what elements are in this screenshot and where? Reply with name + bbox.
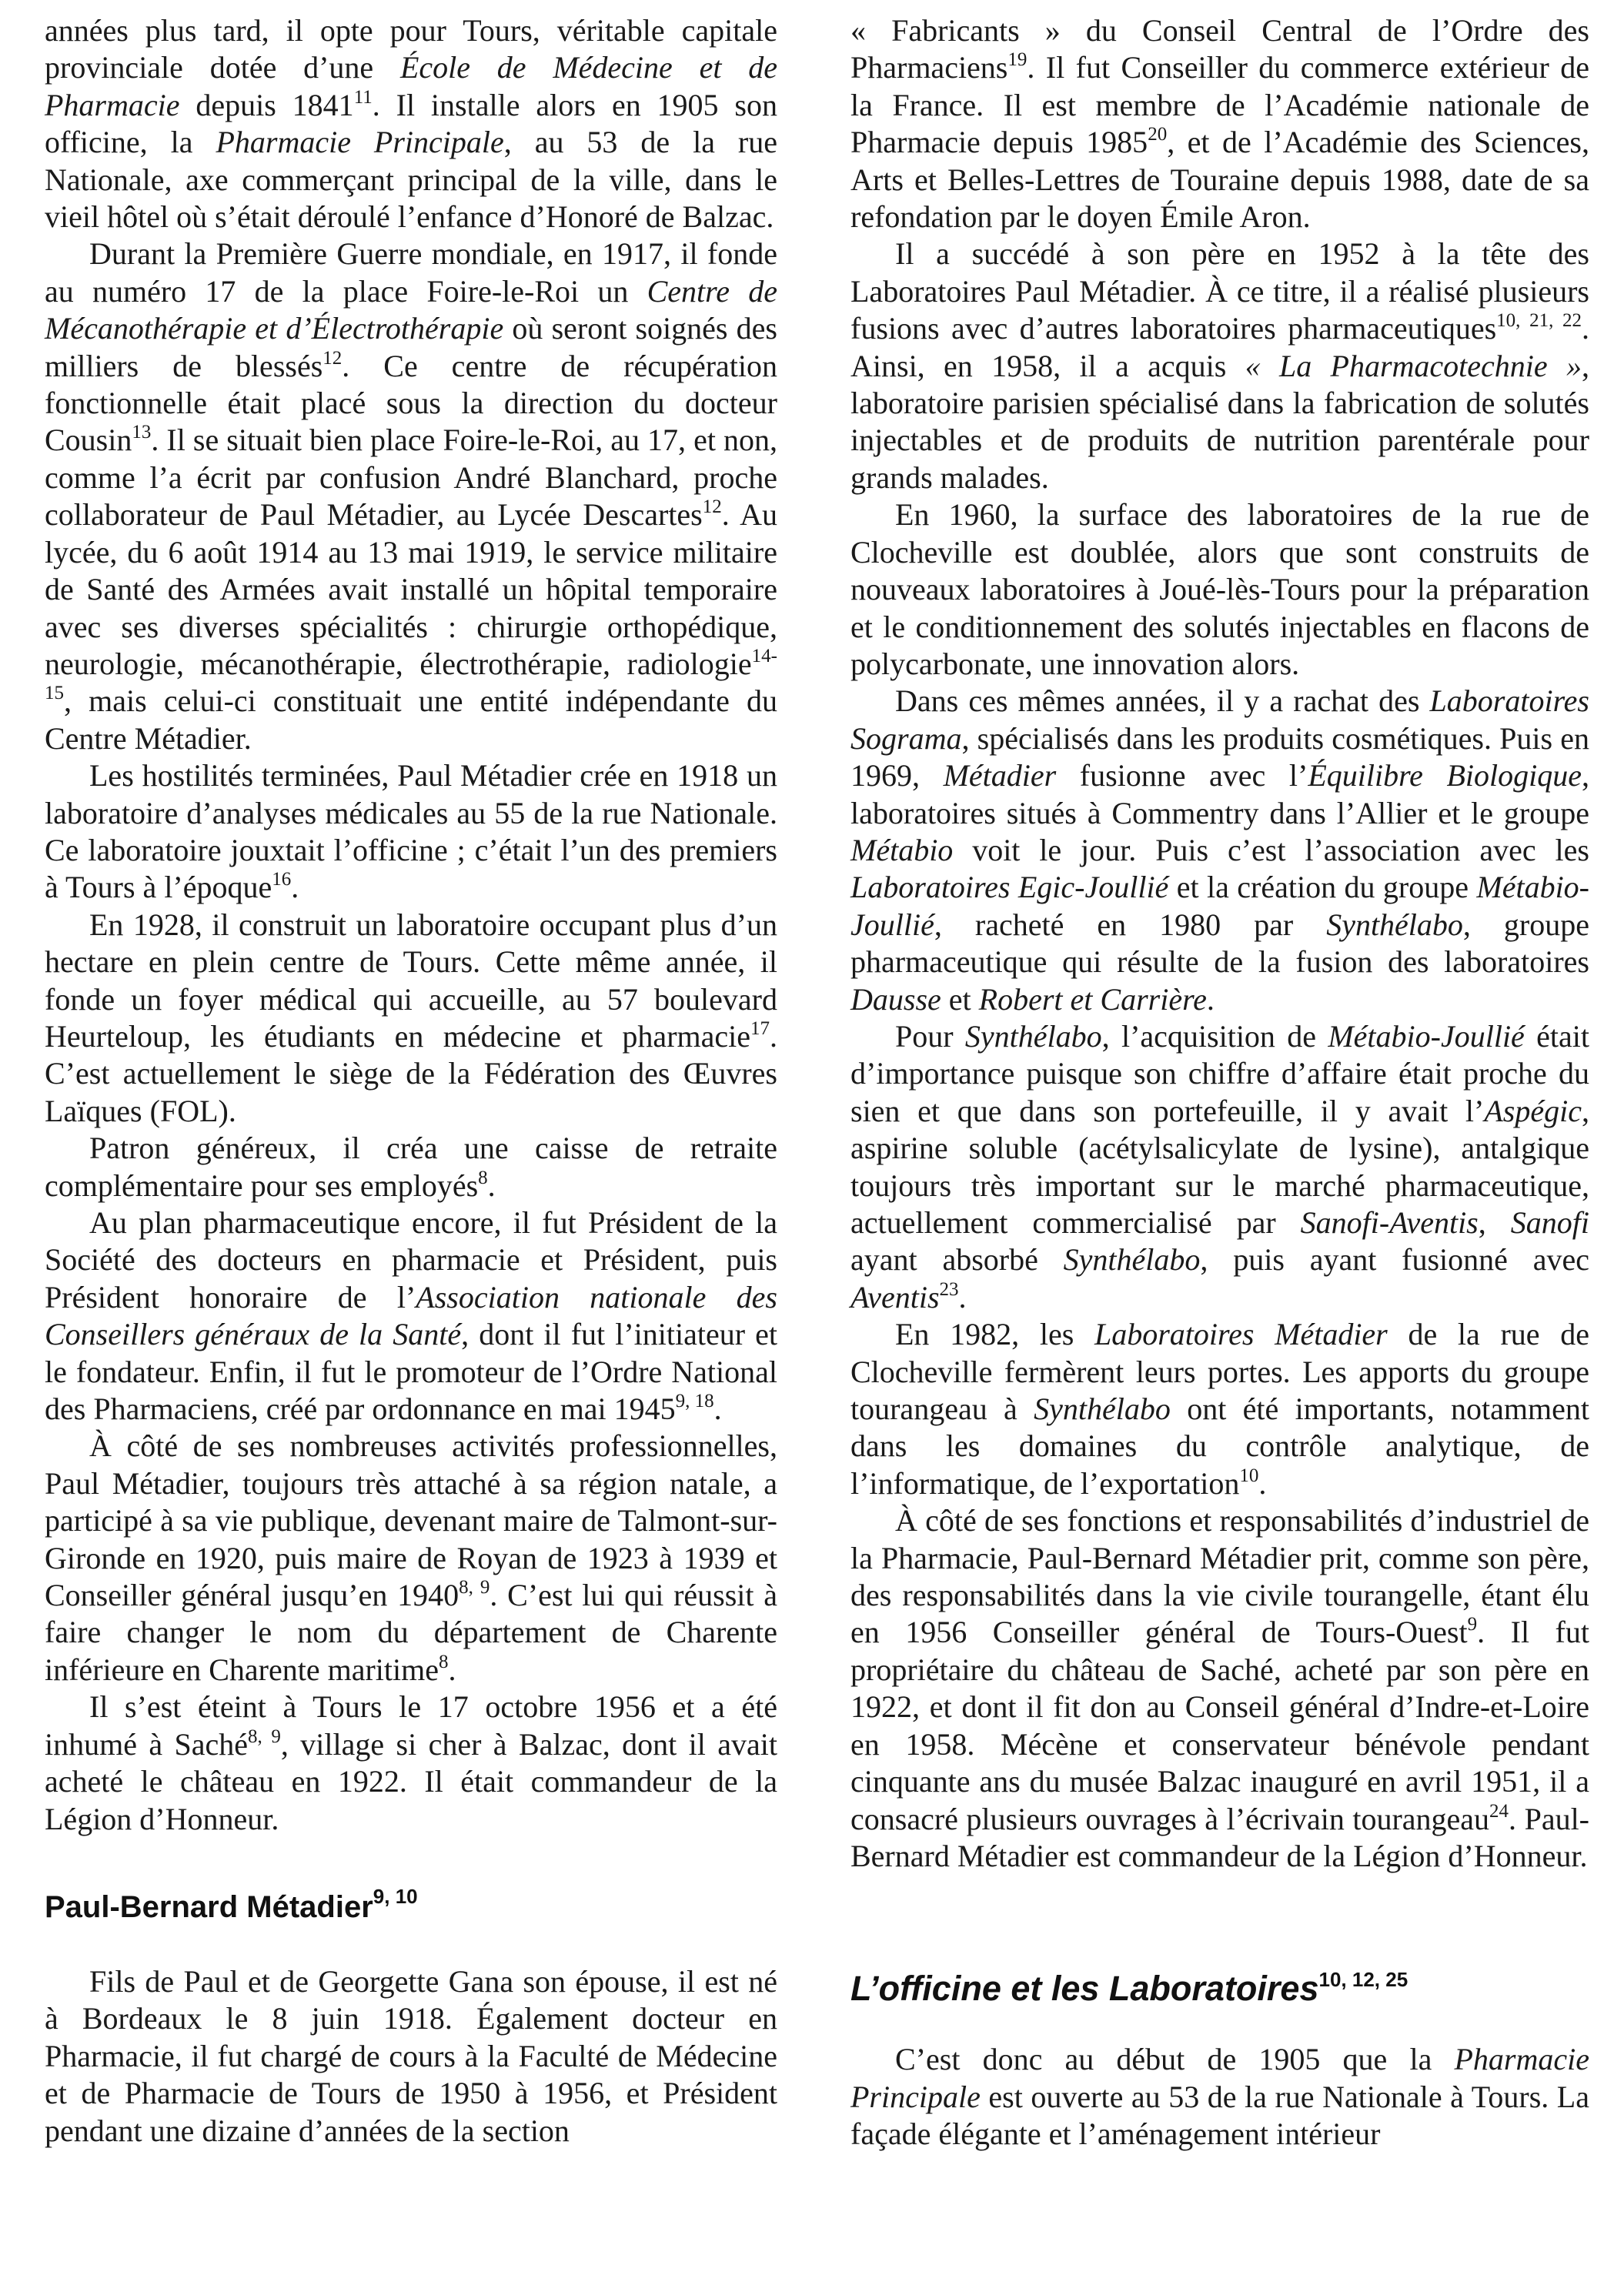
text-run: Synthélabo: [1326, 907, 1463, 942]
footnote-ref: 24: [1489, 1800, 1509, 1822]
footnote-ref: 11: [353, 86, 373, 108]
text-run: . Il installe alors en 1905 son officine, la: [45, 87, 777, 160]
text-run: Aventis: [850, 1279, 940, 1315]
text-run: Synthélabo: [1034, 1391, 1171, 1427]
text-run: , spécialisés dans les produits cosmétiques. Puis en 1969,: [850, 720, 1589, 793]
text-run: années plus tard, il opte pour Tours, véritable capitale provinciale dotée d’une: [45, 13, 777, 85]
text-run: . Il fut propriétaire du château de Saché, acheté par son père en 1922, et dont il fit don au Conseil général d’Indre-et-Loire en 1958. Mécène et conservateur bénévole pendant cinquante ans du musée Balzac inauguré en avril 1951, il a consacré plusieurs ouvrages à l’écrivain tourangeau: [850, 1615, 1589, 1836]
text-run: . C’est actuellement le siège de la Fédération des Œuvres Laïques (FOL).: [45, 1018, 777, 1128]
right-paragraphs-after: [850, 2041, 1589, 2153]
left-paragraphs-after: [45, 1963, 777, 2150]
paragraph-l1: [45, 12, 777, 236]
text-run: À côté de ses nombreuses activités professionnelles, Paul Métadier, toujours très attaché à sa région natale, a participé à sa vie publique, devenant maire de Talmont-sur-Gironde en 1920, puis maire de Royan de 1923 à 1939 et Conseiller général jusqu’en 1940: [45, 1428, 777, 1613]
footnote-ref: 8, 9: [459, 1577, 490, 1599]
text-run: Métabio: [850, 832, 954, 867]
text-run: Les hostilités terminées, Paul Métadier crée en 1918 un laboratoire d’analyses médicales au 55 de la rue Nationale. Ce laboratoire jouxtait l’officine ; c’était l’un des premiers à Tours à l’époque: [45, 758, 777, 905]
text-run: , au 53 de la rue Nationale, axe commerçant principal de la ville, dans le vieil hôtel où s’était déroulé l’enfance d’Honoré de Balzac.: [45, 125, 777, 235]
footnote-ref: 9, 18: [675, 1391, 714, 1412]
text-run: , et de l’Académie des Sciences, Arts et Belles-Lettres de Touraine depuis 1988, date de sa refondation par le doyen Émile Aron.: [850, 125, 1589, 235]
text-run: Dausse: [850, 981, 941, 1017]
text-run: . Paul-Bernard Métadier est commandeur de la Légion d’Honneur.: [850, 1801, 1590, 1873]
text-run: Sanofi: [1510, 1205, 1589, 1240]
footnote-ref: 8: [478, 1167, 488, 1188]
text-run: .: [291, 870, 299, 905]
text-run: .: [448, 1652, 456, 1687]
paragraph-l9: [45, 1963, 777, 2150]
footnote-ref: 10, 21, 22: [1496, 310, 1582, 332]
left-paragraphs: [45, 12, 777, 1838]
text-run: . Ce centre de récupération fonctionnelle était placé sous la direction du docteur Cousin: [45, 348, 777, 458]
text-run: , village si cher à Balzac, dont il avait acheté le château en 1922. Il était commandeur de la Légion d’Honneur.: [45, 1726, 777, 1836]
text-run: Métabio-Joullié: [850, 870, 1589, 942]
paragraph-l3: [45, 757, 777, 907]
text-run: Laboratoires Egic-Joullié: [850, 870, 1169, 905]
text-run: , laboratoires situés à Commentry dans l’Allier et le groupe: [850, 758, 1590, 830]
paragraph-r4: [850, 683, 1589, 1018]
footnote-ref: 17: [750, 1017, 770, 1039]
paragraph-l7: [45, 1428, 777, 1689]
paragraph-r7: [850, 1502, 1589, 1875]
section-heading-paul-bernard: Paul-Bernard Métadier$^{9, 10}$: [45, 1884, 418, 1924]
text-run: Synthélabo: [964, 1018, 1102, 1054]
footnote-ref: 13: [132, 422, 152, 443]
text-run: Centre de Mécanothérapie et d’Électrothérapie: [45, 273, 778, 346]
text-run: Durant la Première Guerre mondiale, en 1917, il fonde au numéro 17 de la place Foire-le-Roi un: [45, 236, 777, 309]
text-run: Métabio-Joullié: [1328, 1018, 1525, 1054]
text-run: Aspégic: [1484, 1093, 1582, 1128]
footnote-ref: 14-15: [45, 645, 777, 704]
text-run: était d’importance puisque son chiffre d’affaire était proche du sien et que dans son portefeuille, il y avait l’: [850, 1018, 1589, 1128]
paragraph-r1: [850, 12, 1589, 236]
text-run: .: [713, 1391, 722, 1427]
text-run: est ouverte au 53 de la rue Nationale à Tours. La façade élégante et l’aménagement intérieur: [850, 2079, 1589, 2152]
text-run: En 1928, il construit un laboratoire occupant plus d’un hectare en plein centre de Tours. Cette même année, il fonde un foyer médical qui accueille, au 57 boulevard Heurteloup, les étudiants en médecine et pharmacie: [45, 907, 777, 1054]
text-run: Dans ces mêmes années, il y a rachat des: [895, 683, 1430, 719]
text-run: , mais celui-ci constituait une entité indépendante du Centre Métadier.: [45, 683, 777, 756]
paragraph-r8: [850, 2041, 1589, 2153]
text-run: Robert et Carrière: [978, 981, 1207, 1017]
footnote-ref: 10: [1239, 1465, 1259, 1486]
paragraph-l6: [45, 1204, 777, 1428]
text-run: ont été importants, notamment dans les domaines du contrôle analytique, de l’informatique, de l’exportation: [850, 1391, 1589, 1501]
text-run: En 1960, la surface des laboratoires de la rue de Clocheville est doublée, alors que sont construits de nouveaux laboratoires à Joué-lès-Tours pour la préparation et le conditionnement des solutés injectables en flacons de polycarbonate, une innovation alors.: [850, 497, 1589, 681]
text-run: . Il fut Conseiller du commerce extérieur de la France. Il est membre de l’Académie nationale de Pharmacie depuis 1985: [850, 50, 1589, 160]
footnote-ref: 8: [438, 1651, 449, 1672]
right-column: [850, 12, 1589, 2153]
text-run: .: [958, 1279, 967, 1315]
text-run: de la rue de Clocheville fermèrent leurs portes. Les apports du groupe tourangeau à: [850, 1317, 1590, 1427]
text-run: Synthélabo: [1063, 1242, 1201, 1278]
text-run: depuis 1841: [179, 87, 354, 122]
text-run: Pour: [895, 1018, 965, 1054]
section-heading-officine: L’officine et les Laboratoires$^{10, 12, 25}$: [850, 1968, 1408, 2009]
text-run: École de Médecine et de Pharmacie: [45, 50, 777, 122]
text-run: où seront soignés des milliers de blessés: [45, 311, 777, 383]
text-run: Fils de Paul et de Georgette Gana son épouse, il est né à Bordeaux le 8 juin 1918. Également docteur en Pharmacie, il fut chargé de cours à la Faculté de Médecine et de Pharmacie de Tours de 1950 à 1956, et Président pendant une dizaine d’années de la section: [45, 1963, 777, 2148]
text-run: « La Pharmacotechnie »: [1245, 348, 1582, 383]
text-run: C’est donc au début de 1905 que la: [895, 2042, 1455, 2077]
footnote-ref: 20: [1148, 124, 1168, 145]
text-run: Il s’est éteint à Tours le 17 octobre 1956 et a été inhumé à Saché: [45, 1689, 777, 1762]
text-run: et la création du groupe: [1168, 870, 1477, 905]
footnote-ref: 8, 9: [248, 1725, 281, 1747]
right-paragraphs: [850, 12, 1589, 1875]
text-run: ayant absorbé: [850, 1242, 1064, 1278]
paragraph-r3: [850, 496, 1589, 683]
text-run: , puis ayant fusionné avec: [1200, 1242, 1589, 1278]
text-run: . Il se situait bien place Foire-le-Roi, au 17, et non, comme l’a écrit par confusion André Blanchard, proche collaborateur de Paul Métadier, au Lycée Descartes: [45, 423, 777, 533]
text-run: Équilibre Biologique: [1308, 758, 1582, 793]
footnote-ref: 12: [702, 496, 722, 518]
text-run: fusionne avec l’: [1056, 758, 1308, 793]
paragraph-r2: [850, 236, 1589, 496]
text-run: , laboratoire parisien spécialisé dans la fabrication de solutés injectables et de produits de nutrition parentérale pour grands malades.: [850, 348, 1590, 495]
text-run: « Fabricants » du Conseil Central de l’Ordre des Pharmaciens: [850, 13, 1589, 85]
text-run: Laboratoires Sograma: [850, 683, 1589, 756]
text-run: Au plan pharmaceutique encore, il fut Président de la Société des docteurs en pharmacie et Président, puis Président honoraire de l’: [45, 1205, 777, 1315]
paragraph-l2: [45, 236, 777, 757]
text-run: Métadier: [943, 758, 1057, 793]
text-run: , l’acquisition de: [1101, 1018, 1328, 1054]
footnote-ref: 23: [939, 1278, 959, 1300]
footnote-ref: 16: [272, 869, 292, 890]
text-run: .: [1258, 1465, 1267, 1501]
paragraph-l4: [45, 907, 777, 1130]
text-run: .: [487, 1168, 496, 1203]
text-run: Association nationale des Conseillers généraux de la Santé: [45, 1279, 777, 1352]
text-run: Pharmacie Principale: [850, 2042, 1589, 2114]
paragraph-r6: [850, 1316, 1589, 1502]
text-run: . Au lycée, du 6 août 1914 au 13 mai 1919, le service militaire de Santé des Armées avait installé un hôpital temporaire avec ses diverses spécialités : chirurgie orthopédique, neurologie, mécanothérapie, électrothérapie, radiologie: [45, 497, 777, 681]
paragraph-r5: [850, 1018, 1589, 1316]
text-run: Patron généreux, il créa une caisse de retraite complémentaire pour ses employés: [45, 1131, 777, 1203]
text-run: voit le jour. Puis c’est l’association avec les: [953, 832, 1589, 867]
text-run: À côté de ses fonctions et responsabilités d’industriel de la Pharmacie, Paul-Bernard Métadier prit, comme son père, des responsabilités dans la vie civile tourangelle, étant élu en 1956 Conseiller général de Tours-Ouest: [850, 1503, 1589, 1650]
text-run: Il a succédé à son père en 1952 à la tête des Laboratoires Paul Métadier. À ce titre, il a réalisé plusieurs fusions avec d’autres laboratoires pharmaceutiques: [850, 236, 1589, 346]
text-run: Laboratoires Métadier: [1094, 1317, 1388, 1352]
text-run: et: [941, 981, 979, 1017]
text-run: Pharmacie Principale: [216, 125, 504, 160]
footnote-ref: 12: [322, 347, 343, 369]
text-run: ,: [1478, 1205, 1511, 1240]
text-run: , dont il fut l’initiateur et le fondateur. Enfin, il fut le promoteur de l’Ordre National des Pharmaciens, créé par ordonnance en mai 1945: [45, 1317, 778, 1427]
text-run: . C’est lui qui réussit à faire changer le nom du département de Charente inférieure en Charente maritime: [45, 1578, 778, 1687]
footnote-ref: 19: [1007, 49, 1028, 71]
text-run: , groupe pharmaceutique qui résulte de la fusion des laboratoires: [850, 907, 1590, 980]
text-run: . Ainsi, en 1958, il a acquis: [850, 311, 1589, 383]
text-run: , racheté en 1980 par: [934, 907, 1327, 942]
paragraph-l8: [45, 1689, 777, 1838]
text-run: Sanofi-Aventis: [1300, 1205, 1479, 1240]
text-run: .: [1206, 981, 1215, 1017]
left-column: [45, 12, 777, 2150]
text-run: En 1982, les: [895, 1317, 1094, 1352]
paragraph-l5: [45, 1130, 777, 1204]
text-run: , aspirine soluble (acétylsalicylate de lysine), antalgique toujours très important sur le marché pharmaceutique, actuellement commercialisé par: [850, 1093, 1589, 1240]
footnote-ref: 9: [1467, 1614, 1478, 1635]
